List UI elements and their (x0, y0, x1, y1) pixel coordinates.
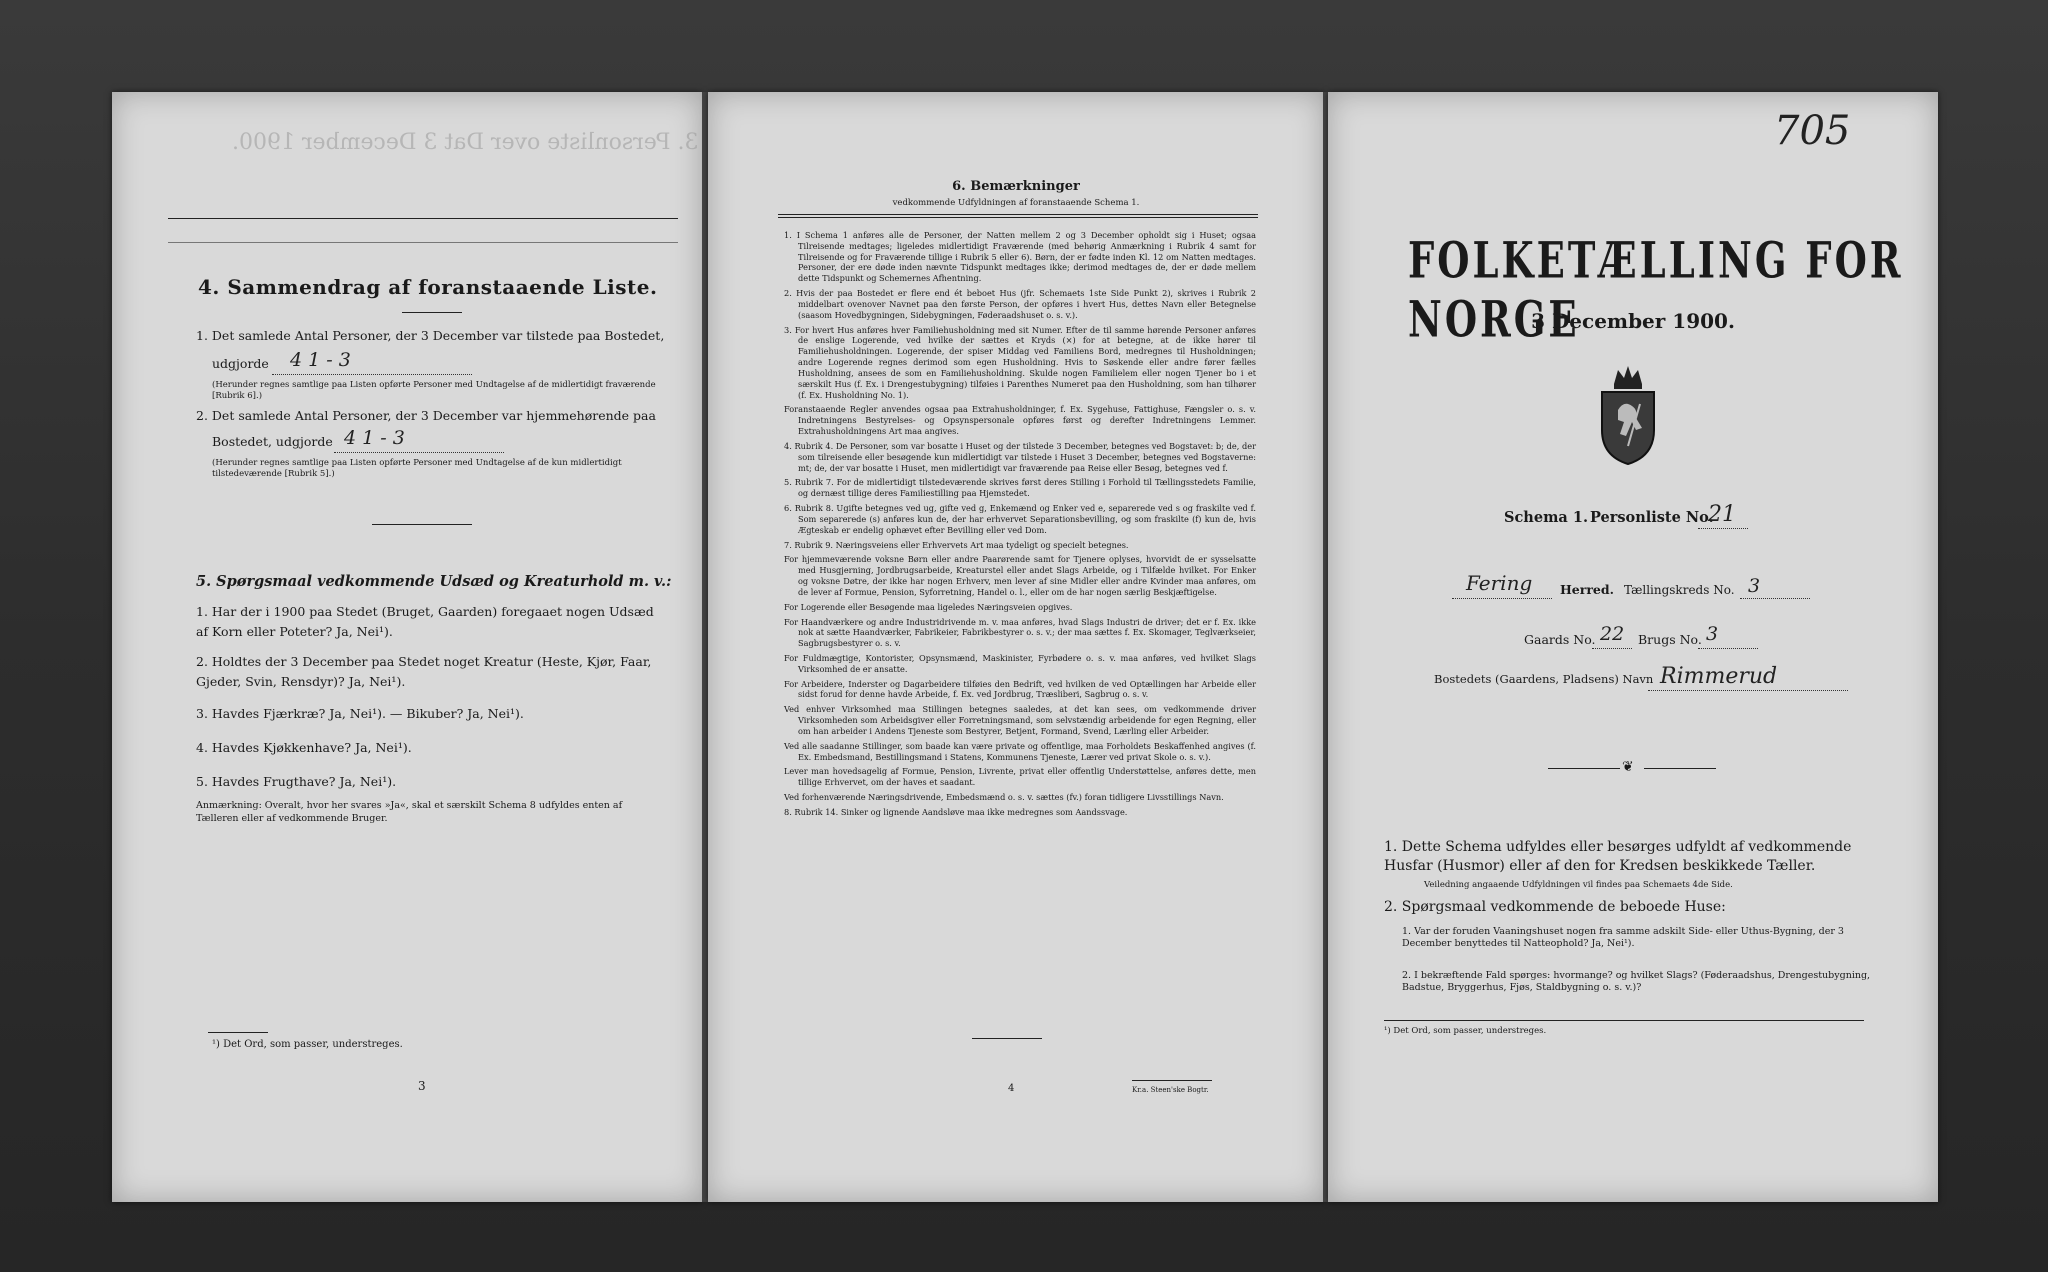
bosted-line (1648, 690, 1848, 691)
remark-item: For Haandværkere og andre Industridrivende m. v. maa anføres, hvad Slags Industri de driver; det er f. Ex. ikke nok at sætte Haandværker, Fabrikeier, Fabrikbestyrer o. s. v.; der maa sættes f. Ex. Skomager, Teglværkseier, Sagbrugsbestyrer o. s. v. (784, 616, 1256, 649)
personliste-label: Personliste No. (1590, 509, 1714, 526)
remark-item: Ved forhenværende Næringsdrivende, Embedsmænd o. s. v. sættes (fv.) foran tidligere Livsstillings Navn. (784, 792, 1224, 803)
s5-q3: 3. Havdes Fjærkræ? Ja, Nei¹). — Bikuber? Ja, Nei¹). (196, 706, 524, 721)
divider (372, 524, 472, 525)
kreds-line (1740, 598, 1810, 599)
remarks-rule-top (778, 214, 1258, 215)
remark-item: For Fuldmægtige, Kontorister, Opsynsmænd, Maskinister, Fyrbødere o. s. v. maa anføres, ved hvilket Slags Virksomhed de er ansatte. (784, 652, 1256, 674)
section5-title: 5. Spørgsmaal vedkommende Udsæd og Kreaturhold m. v.: (196, 573, 672, 590)
q1-answer: 4 1 - 3 (290, 349, 351, 371)
s5-q1: 1. Har der i 1900 paa Stedet (Bruget, Gaarden) foregaaet nogen Udsæd af Korn eller Poteter? Ja, Nei¹). (196, 604, 654, 639)
remark-item: For hjemmeværende voksne Børn eller andre Paarørende samt for Tjenere oplyses, hvorvidt de er sysselsatte med Husgjerning, Jordbrugsarbeide, Kreaturstel eller andet Slags Arbeide, og i Tilfælde hvilket. For Enker og voksne Døtre, der ikke har nogen Erhverv, men lever af sine Midler eller andre Kvinder maa anføres, om de lever af Formue, Pension, Syforretning, Handel o. l., eller om de har nogen særlig Beskjæftigelse. (784, 554, 1256, 597)
q2-note: (Herunder regnes samtlige paa Listen opførte Personer med Undtagelse af de kun midlertidigt tilstedeværende [Rubrik 5].) (212, 458, 622, 480)
instruction-2: 2. Spørgsmaal vedkommende de beboede Huse: (1384, 899, 1726, 915)
q2-answer: 4 1 - 3 (344, 427, 405, 449)
ghost-bleed-text: 3. Personliste over Dat 3 December 1900. (232, 130, 699, 155)
remarks-end-rule (972, 1038, 1042, 1039)
q1-text: 1. Det samlede Antal Personer, der 3 December var tilstede paa Bostedet, (196, 328, 665, 343)
footnote-rule (208, 1032, 268, 1033)
remarks-rule-top-2 (778, 217, 1258, 218)
kreds-label: Tællingskreds No. (1624, 583, 1735, 597)
remark-item: Lever man hovedsagelig af Formue, Pension, Livrente, privat eller offentlig Understøttelse, anføres dette, men tillige Erhvervet, om der haves et saadant. (784, 766, 1256, 788)
q1-udgjorde: udgjorde (212, 356, 269, 371)
printer-imprint: Kr.a. Steen'ske Bogtr. (1132, 1086, 1209, 1094)
right-footnote: ¹) Det Ord, som passer, understreges. (1384, 1026, 1547, 1036)
remark-item: For Logerende eller Besøgende maa ligeledes Næringsveien opgives. (784, 601, 1073, 612)
remark-item: 5. Rubrik 7. For de midlertidigt tilstedeværende skrives først deres Stilling i Forhold til Tællingsstedets Familie, og dernæst tillige deres Familiestilling paa Hjemstedet. (784, 477, 1256, 499)
remark-item: 2. Hvis der paa Bostedet er flere end ét beboet Hus (jfr. Schemaets 1ste Side Punkt 2), skrives i Rubrik 2 middelbart ovenover Navnet paa den første Person, der opføres i hvert Hus, dettes Navn eller Betegnelse (saasom Hovedbygningen, Sidebygningen, Føderaadshuset o. s. v.). (784, 288, 1256, 320)
kreds-number: 3 (1748, 575, 1761, 597)
gaards-line (1592, 648, 1632, 649)
census-date: 3 December 1900. (1531, 309, 1735, 333)
left-footnote: ¹) Det Ord, som passer, understreges. (212, 1039, 403, 1050)
brugs-line (1698, 648, 1758, 649)
left-page (112, 92, 702, 1202)
remark-item: 6. Rubrik 8. Ugifte betegnes ved ug, gifte ved g, Enkemænd og Enker ved e, separerede ved s og fraskilte ved f. Som separerede (s) anføres kun de, der har erhvervet Separationsbevilling, og som fraskilte (f) kun de, hvis Ægteskab er endelig ophævet efter Bevilling eller ved Dom. (784, 503, 1256, 535)
schema-label: Schema 1. (1504, 509, 1588, 526)
herred-label: Herred. (1560, 582, 1614, 597)
remark-item: For Arbeidere, Inderster og Dagarbeidere tilføies den Bedrift, ved hvilken de ved Optællingen har Arbeide eller sidst forud for denne havde Arbeide, f. Ex. ved Jordbrug, Træsliberi, Sagbrug o. s. v. (784, 678, 1256, 700)
remark-item: Ved alle saadanne Stillinger, som baade kan være private og offentlige, maa Forholdets Beskaffenhed angives (f. Ex. Embedsmand, Bestillingsmand i Statens, Kommunens Tjeneste, Lærer ved privat Skole o. s. v.). (784, 740, 1256, 762)
top-rule (168, 218, 678, 219)
s5-q2: 2. Holdtes der 3 December paa Stedet noget Kreatur (Heste, Kjør, Faar, Gjeder, Svin, Rensdyr)? Ja, Nei¹). (196, 654, 652, 689)
brugs-number: 3 (1706, 623, 1719, 645)
right-page (1328, 92, 1938, 1202)
s5-q5: 5. Havdes Frugthave? Ja, Nei¹). (196, 774, 397, 789)
instruction-1-note: Veiledning angaaende Udfyldningen vil findes paa Schemaets 4de Side. (1424, 880, 1733, 890)
ornament-left (1548, 768, 1620, 769)
section4-title: 4. Sammendrag af foranstaaende Liste. (198, 275, 658, 299)
left-page-number: 3 (418, 1079, 426, 1093)
norway-coat-of-arms-icon (1588, 360, 1668, 468)
gaards-number: 22 (1600, 623, 1625, 645)
remark-item: 1. I Schema 1 anføres alle de Personer, der Natten mellem 2 og 3 December opholdt sig i Huset; ogsaa Tilreisende medtages; ligeledes midlertidigt Fraværende (med behørig Anmærkning i Rubrik 4 samt for Tilreisende og for Fraværende tillige i Rubrik 5 eller 6). Børn, der er fødte inden Kl. 12 om Natten medtages. Personer, der ere døde inden nævnte Tidspunkt medtages ikke; derimod medtages de, der er døde mellem dette Tidspunkt og Schemernes Afhentning. (784, 230, 1256, 284)
census-title: FOLKETÆLLING FOR NORGE (1408, 230, 1904, 349)
herred-handwritten: Fering (1466, 571, 1533, 595)
bosted-label: Bostedets (Gaardens, Pladsens) Navn (1434, 672, 1654, 686)
q2-answer-line (334, 452, 504, 453)
remark-item: 4. Rubrik 4. De Personer, som var bosatte i Huset og der tilstede 3 December, betegnes ved Bogstavet: b; de, der som tilreisende eller besøgende kun midlertidigt var tilstede i Huset 3 December, betegnes ved Bogstaverne: mt; de, der var bosatte i Huset, men midlertidigt var fraværende paa Reise eller Besøg, betegnes ved f. (784, 440, 1256, 473)
q2-line2: Bostedet, udgjorde (212, 434, 333, 449)
gaards-label: Gaards No. (1524, 632, 1596, 647)
middle-page-number: 4 (1008, 1083, 1015, 1094)
title-underline (402, 312, 462, 313)
personliste-number: 21 (1708, 502, 1736, 527)
q1-answer-line (272, 374, 472, 375)
remarks-subtitle: vedkommende Udfyldningen af foranstaaende Schema 1. (892, 198, 1140, 208)
instruction-1: 1. Dette Schema udfyldes eller besørges udfyldt af vedkommende Husfar (Husmor) eller af den for Kredsen beskikkede Tæller. (1384, 839, 1852, 874)
instruction-2-q1: 1. Var der foruden Vaaningshuset nogen fra samme adskilt Side- eller Uthus-Bygning, der 3 December benyttedes til Natteophold? Ja, Nei¹). (1402, 926, 1844, 950)
bosted-name: Rimmerud (1660, 664, 1778, 689)
remark-item: 8. Rubrik 14. Sinker og lignende Aandsløve maa ikke medregnes som Aandssvage. (784, 806, 1128, 817)
ornament-right (1644, 768, 1716, 769)
remark-item: Foranstaaende Regler anvendes ogsaa paa Extrahusholdninger, f. Ex. Sygehuse, Fattighuse, Fængsler o. s. v. Indretningens Bestyrelses- og Opsynspersonale opføres først og derefter Indretningens Lemmer. Extrahusholdningens Art maa angives. (784, 404, 1256, 437)
remark-item: Ved enhver Virksomhed maa Stillingen betegnes saaledes, at det kan sees, om vedkommende driver Virksomheden som Arbeidsgiver eller Forretningsmand, som selvstændig arbeidende for egen Regning, eller om han arbeider i Andens Tjeneste som Bestyrer, Betjent, Formand, Svend, Lærling eller Arbeider. (784, 704, 1256, 736)
remarks-title: 6. Bemærkninger (952, 179, 1080, 194)
right-footnote-rule (1384, 1020, 1864, 1021)
q1-note: (Herunder regnes samtlige paa Listen opførte Personer med Undtagelse af de midlertidigt fraværende [Rubrik 6].) (212, 380, 656, 402)
personliste-line (1698, 528, 1748, 529)
top-rule-faint (168, 242, 678, 243)
instruction-2-q2: 2. I bekræftende Fald spørges: hvormange? og hvilket Slags? (Føderaadshus, Drengestubygning, Badstue, Bryggerhus, Fjøs, Staldbygning o. s. v.)? (1402, 970, 1871, 994)
page-number-stamp: 705 (1774, 108, 1851, 154)
q2-text: 2. Det samlede Antal Personer, der 3 December var hjemmehørende paa (196, 408, 656, 423)
anmaerkning: Anmærkning: Overalt, hvor her svares »Ja«, skal et særskilt Schema 8 udfyldes enten af Tælleren eller af vedkommende Bruger. (196, 800, 623, 824)
middle-page (708, 92, 1324, 1202)
herred-line (1452, 598, 1552, 599)
s5-q4: 4. Havdes Kjøkkenhave? Ja, Nei¹). (196, 740, 412, 755)
remark-item: 3. For hvert Hus anføres hver Familiehusholdning med sit Numer. Efter de til samme hørende Personer anføres de enslige Logerende, ved hvilke der sættes et Kryds (×) for at betegne, at de ikke hører til Familiehusholdningen. Logerende, der spiser Middag ved Familiens Bord, medregnes til Husholdningen; andre Logerende regnes derimod som egen Husholdning. Hvis to Søskende eller andre fører fælles Husholdning, ansees de som en Familiehusholdning. Skulde nogen Familielem eller nogen Tjener bo i et særskilt Hus (f. Ex. i Drengestubygning) tilføies i Parenthes Numeret paa den Husholdning, som han tilhører (f. Ex. Husholdning No. 1). (784, 324, 1256, 400)
brugs-label: Brugs No. (1638, 632, 1702, 647)
printer-rule (1132, 1080, 1212, 1081)
remark-item: 7. Rubrik 9. Næringsveiens eller Erhvervets Art maa tydeligt og specielt betegnes. (784, 539, 1129, 550)
remarks-list (784, 230, 1256, 822)
ornament-center-icon: ❦ (1622, 759, 1634, 775)
